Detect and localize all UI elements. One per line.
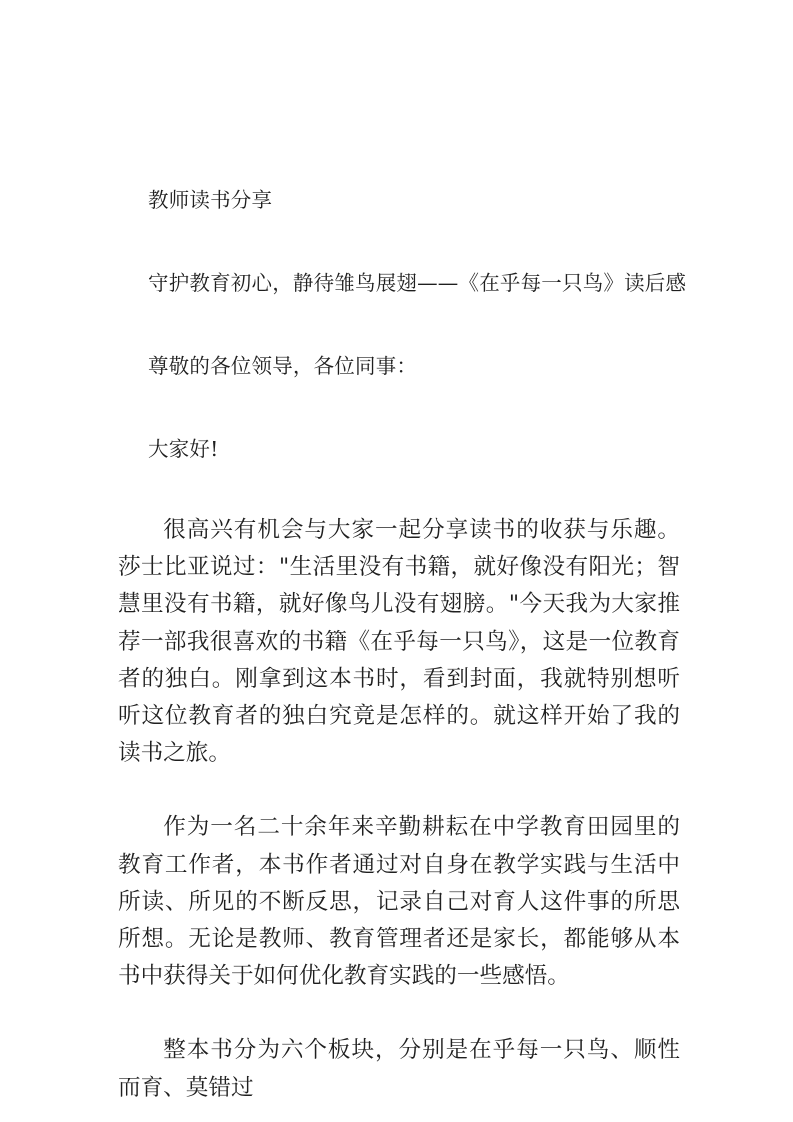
greeting-line: 大家好!: [148, 437, 219, 461]
heading-spacer-2: [148, 297, 683, 352]
body-paragraph-3: 整本书分为六个板块，分别是在乎每一只鸟、顺性而育、莫错过: [118, 1037, 680, 1101]
heading-spacer-1: [148, 214, 683, 269]
paragraph-block: [0, 463, 793, 1107]
page-title: 教师读书分享: [148, 188, 273, 212]
body-paragraph-2: 作为一名二十余年来辛勤耕耘在中学教育田园里的教育工作者，本书作者通过对自身在教学实践与生活中所读、所见的不断反思，记录自己对育人这件事的所思所想。无论是教师、教育管理者还是家长，都能够从本书中获得关于如何优化教育实践的一些感悟。: [118, 814, 680, 990]
body-spacer: [118, 500, 680, 512]
document-subtitle: 守护教育初心，静待雏鸟展翅——《在乎每一只鸟》读后感: [148, 271, 687, 295]
heading-block: [0, 0, 793, 463]
heading-spacer-3: [148, 380, 683, 435]
salutation-line: 尊敬的各位领导，各位同事：: [148, 354, 418, 378]
body-paragraph-1: 很高兴有机会与大家一起分享读书的收获与乐趣。莎士比亚说过："生活里没有书籍，就好像没有阳光；智慧里没有书籍，就好像鸟儿没有翅膀。"今天我为大家推荐一部我很喜欢的书籍《在乎每一只鸟》，这是一位教育者的独白。刚拿到这本书时，看到封面，我就特别想听听这位教育者的独白究竟是怎样的。就这样开始了我的读书之旅。: [118, 517, 680, 767]
